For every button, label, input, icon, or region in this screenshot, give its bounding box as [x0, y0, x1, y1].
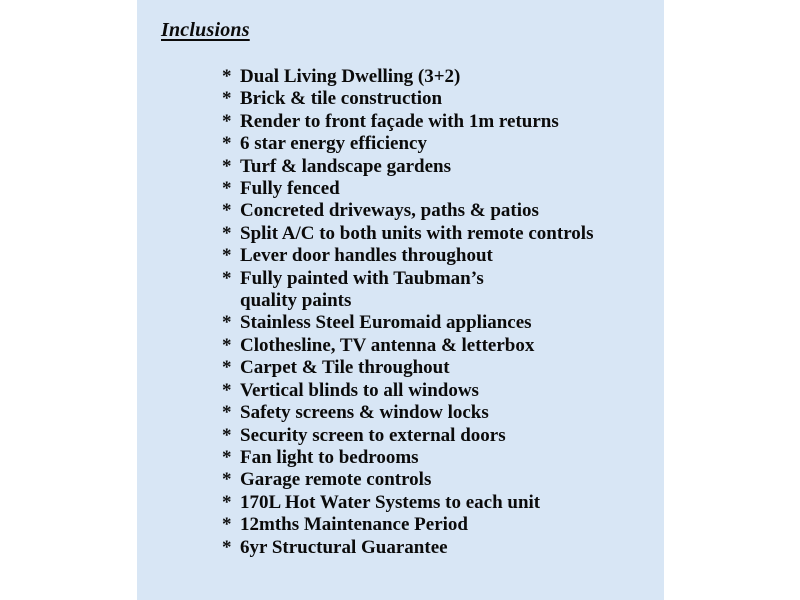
bullet-asterisk: * — [222, 245, 232, 267]
bullet-asterisk: * — [222, 514, 232, 536]
list-item-text: Vertical blinds to all windows — [240, 379, 479, 401]
bullet-asterisk: * — [222, 357, 232, 379]
list-item — [222, 335, 593, 357]
bullet-asterisk: * — [222, 133, 232, 155]
list-item-text: Lever door handles throughout — [240, 245, 493, 267]
list-item — [222, 178, 593, 200]
bullet-asterisk: * — [222, 469, 232, 491]
bullet-asterisk: * — [222, 446, 232, 468]
bullet-asterisk: * — [222, 155, 232, 177]
bullet-asterisk: * — [222, 267, 232, 289]
list-item-text: Render to front façade with 1m returns — [240, 110, 559, 132]
list-item — [222, 357, 593, 379]
list-item-text: Fully painted with Taubman’s — [240, 267, 484, 289]
inclusions-heading: Inclusions — [161, 19, 250, 41]
bullet-asterisk: * — [222, 312, 232, 334]
bullet-asterisk: * — [222, 66, 232, 87]
list-item-text: Split A/C to both units with remote controls — [240, 222, 594, 244]
bullet-asterisk: * — [222, 491, 232, 513]
list-item-text: Clothesline, TV antenna & letterbox — [240, 334, 535, 356]
list-item — [222, 66, 593, 88]
list-item — [222, 200, 593, 222]
list-item — [222, 447, 593, 469]
list-item-text: Security screen to external doors — [240, 424, 506, 446]
list-item — [222, 88, 593, 110]
bullet-asterisk: * — [222, 536, 232, 558]
list-item-text: Brick & tile construction — [240, 88, 443, 110]
list-item-text: Turf & landscape gardens — [240, 155, 451, 177]
list-item — [222, 245, 593, 267]
list-item — [222, 469, 593, 491]
list-item-text: Dual Living Dwelling (3+2) — [240, 66, 461, 87]
list-item-text: Carpet & Tile throughout — [240, 357, 450, 379]
list-item — [222, 268, 593, 313]
list-item-text: Safety screens & window locks — [240, 402, 489, 424]
list-item — [222, 425, 593, 447]
list-item-text: 170L Hot Water Systems to each unit — [240, 491, 541, 513]
list-item-text: Fan light to bedrooms — [240, 446, 419, 468]
bullet-asterisk: * — [222, 200, 232, 222]
list-item — [222, 312, 593, 334]
list-item — [222, 492, 593, 514]
list-item — [222, 380, 593, 402]
list-item — [222, 537, 593, 559]
bullet-asterisk: * — [222, 402, 232, 424]
list-item — [222, 156, 593, 178]
list-item-text: Concreted driveways, paths & patios — [240, 200, 539, 222]
inclusions-list — [222, 66, 593, 559]
bullet-asterisk: * — [222, 222, 232, 244]
list-item-continuation: quality paints — [240, 290, 352, 312]
list-item-text: 12mths Maintenance Period — [240, 514, 468, 536]
list-item-text: 6yr Structural Guarantee — [240, 536, 448, 558]
bullet-asterisk: * — [222, 379, 232, 401]
list-item — [222, 133, 593, 155]
list-item-text: Stainless Steel Euromaid appliances — [240, 312, 532, 334]
list-item-text: Fully fenced — [240, 178, 340, 200]
bullet-asterisk: * — [222, 178, 232, 200]
list-item — [222, 111, 593, 133]
list-item-text: 6 star energy efficiency — [240, 133, 427, 155]
bullet-asterisk: * — [222, 88, 232, 110]
bullet-asterisk: * — [222, 334, 232, 356]
list-item — [222, 514, 593, 536]
bullet-asterisk: * — [222, 110, 232, 132]
bullet-asterisk: * — [222, 424, 232, 446]
list-item — [222, 223, 593, 245]
list-item — [222, 402, 593, 424]
list-item-text: Garage remote controls — [240, 469, 432, 491]
